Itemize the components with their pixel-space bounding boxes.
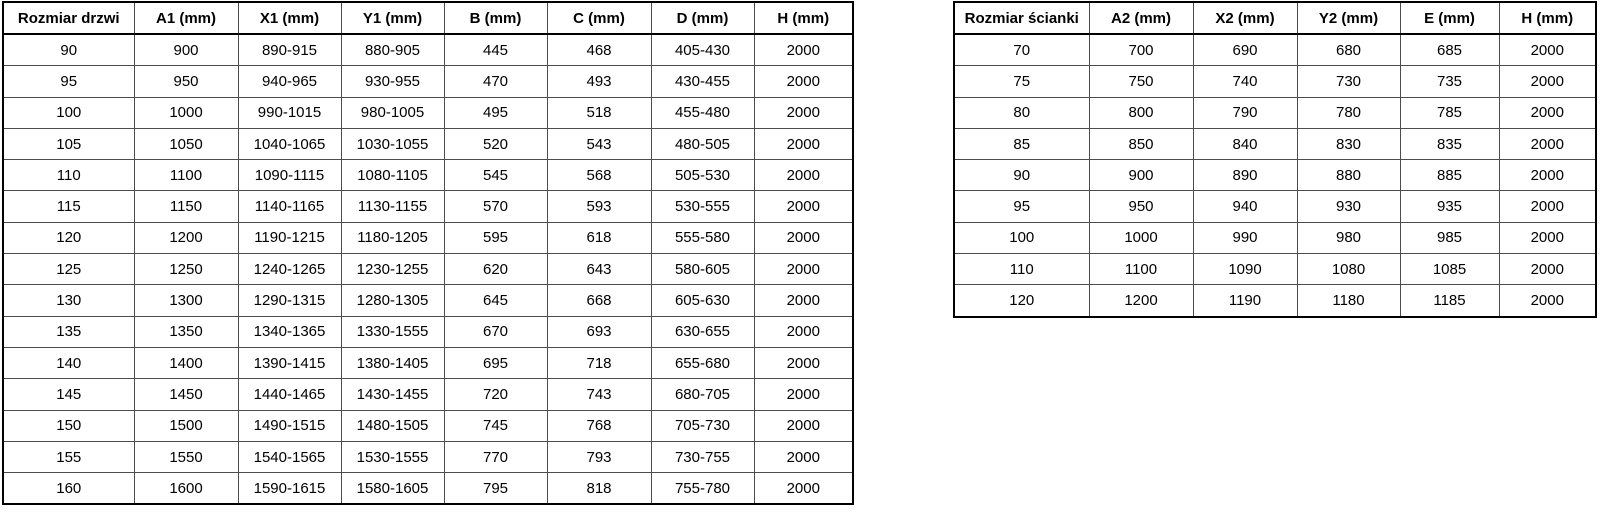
- table-cell: 985: [1400, 222, 1499, 253]
- table-cell: 2000: [1499, 285, 1596, 317]
- table-cell: 655-680: [651, 347, 754, 378]
- table-row: [3, 34, 853, 66]
- table-cell: 670: [444, 316, 547, 347]
- table-cell: 850: [1089, 128, 1193, 159]
- table-cell: 145: [3, 379, 134, 410]
- table-cell: 1200: [1089, 285, 1193, 317]
- table-cell: 2000: [754, 285, 853, 316]
- table-cell: 518: [547, 97, 651, 128]
- table-cell: 130: [3, 285, 134, 316]
- table-cell: 95: [954, 191, 1089, 222]
- table-cell: 110: [954, 254, 1089, 285]
- table-cell: 85: [954, 128, 1089, 159]
- table-cell: 1330-1555: [341, 316, 444, 347]
- table-cell: 2000: [754, 66, 853, 97]
- table-cell: 740: [1193, 66, 1297, 97]
- table-cell: 685: [1400, 34, 1499, 66]
- table-cell: 110: [3, 160, 134, 191]
- table-cell: 770: [444, 441, 547, 472]
- wall-sizes-table: [953, 1, 1597, 318]
- table-cell: 645: [444, 285, 547, 316]
- table-cell: 1180: [1297, 285, 1400, 317]
- table-cell: 1100: [1089, 254, 1193, 285]
- table-cell: 1250: [134, 254, 238, 285]
- table-cell: 155: [3, 441, 134, 472]
- table-row: [3, 347, 853, 378]
- table-cell: 105: [3, 128, 134, 159]
- table-cell: 605-630: [651, 285, 754, 316]
- table-cell: 1050: [134, 128, 238, 159]
- table-cell: 2000: [754, 191, 853, 222]
- table-cell: 768: [547, 410, 651, 441]
- table-cell: 880: [1297, 160, 1400, 191]
- table-cell: 2000: [1499, 191, 1596, 222]
- table-cell: 2000: [1499, 66, 1596, 97]
- table-cell: 160: [3, 473, 134, 505]
- table-cell: 940-965: [238, 66, 341, 97]
- table-cell: 1090-1115: [238, 160, 341, 191]
- table-cell: 1290-1315: [238, 285, 341, 316]
- table-cell: 100: [3, 97, 134, 128]
- table-row: [3, 285, 853, 316]
- column-header: H (mm): [1499, 2, 1596, 34]
- table-cell: 1190-1215: [238, 222, 341, 253]
- table-cell: 125: [3, 254, 134, 285]
- table-cell: 90: [954, 160, 1089, 191]
- header-row: [3, 2, 853, 34]
- table-row: [954, 34, 1596, 66]
- table-cell: 2000: [754, 441, 853, 472]
- table-cell: 2000: [754, 473, 853, 505]
- table-cell: 1080: [1297, 254, 1400, 285]
- table-row: [3, 473, 853, 505]
- table-cell: 495: [444, 97, 547, 128]
- table-cell: 135: [3, 316, 134, 347]
- table-cell: 840: [1193, 128, 1297, 159]
- column-header: A2 (mm): [1089, 2, 1193, 34]
- table-cell: 120: [954, 285, 1089, 317]
- table-cell: 1040-1065: [238, 128, 341, 159]
- table-cell: 1280-1305: [341, 285, 444, 316]
- table-row: [954, 285, 1596, 317]
- table-cell: 790: [1193, 97, 1297, 128]
- table-cell: 1085: [1400, 254, 1499, 285]
- table-cell: 735: [1400, 66, 1499, 97]
- table-cell: 95: [3, 66, 134, 97]
- table-cell: 593: [547, 191, 651, 222]
- table-cell: 618: [547, 222, 651, 253]
- table-cell: 1230-1255: [341, 254, 444, 285]
- table-cell: 990: [1193, 222, 1297, 253]
- table-cell: 530-555: [651, 191, 754, 222]
- column-header: H (mm): [754, 2, 853, 34]
- table-cell: 580-605: [651, 254, 754, 285]
- table-cell: 2000: [1499, 222, 1596, 253]
- table-cell: 730-755: [651, 441, 754, 472]
- table-cell: 700: [1089, 34, 1193, 66]
- table-row: [3, 379, 853, 410]
- table-cell: 2000: [754, 347, 853, 378]
- table-cell: 890-915: [238, 34, 341, 66]
- table-cell: 800: [1089, 97, 1193, 128]
- table-cell: 620: [444, 254, 547, 285]
- table-row: [3, 441, 853, 472]
- table-cell: 2000: [754, 379, 853, 410]
- table-cell: 950: [1089, 191, 1193, 222]
- table-cell: 750: [1089, 66, 1193, 97]
- table-cell: 150: [3, 410, 134, 441]
- table-cell: 1540-1565: [238, 441, 341, 472]
- table-cell: 75: [954, 66, 1089, 97]
- table-cell: 595: [444, 222, 547, 253]
- table-cell: 1000: [134, 97, 238, 128]
- table-cell: 405-430: [651, 34, 754, 66]
- column-header: Rozmiar ścianki: [954, 2, 1089, 34]
- table-row: [3, 222, 853, 253]
- table-cell: 2000: [754, 160, 853, 191]
- table-row: [954, 66, 1596, 97]
- table-cell: 543: [547, 128, 651, 159]
- table-row: [3, 128, 853, 159]
- table-cell: 445: [444, 34, 547, 66]
- column-header: E (mm): [1400, 2, 1499, 34]
- table-cell: 1550: [134, 441, 238, 472]
- table-cell: 2000: [1499, 128, 1596, 159]
- table-row: [954, 254, 1596, 285]
- table-cell: 890: [1193, 160, 1297, 191]
- table-cell: 2000: [754, 34, 853, 66]
- table-cell: 455-480: [651, 97, 754, 128]
- table-cell: 780: [1297, 97, 1400, 128]
- table-cell: 555-580: [651, 222, 754, 253]
- table-cell: 570: [444, 191, 547, 222]
- table-cell: 505-530: [651, 160, 754, 191]
- table-cell: 705-730: [651, 410, 754, 441]
- table-cell: 930: [1297, 191, 1400, 222]
- table-cell: 1530-1555: [341, 441, 444, 472]
- table-row: [3, 191, 853, 222]
- table-cell: 720: [444, 379, 547, 410]
- table-row: [3, 410, 853, 441]
- table-cell: 950: [134, 66, 238, 97]
- table-cell: 835: [1400, 128, 1499, 159]
- table-cell: 2000: [754, 410, 853, 441]
- table-row: [954, 160, 1596, 191]
- table-cell: 1100: [134, 160, 238, 191]
- table-cell: 1000: [1089, 222, 1193, 253]
- table-cell: 1150: [134, 191, 238, 222]
- table-cell: 793: [547, 441, 651, 472]
- table-cell: 2000: [754, 254, 853, 285]
- table-cell: 2000: [1499, 160, 1596, 191]
- table-cell: 1450: [134, 379, 238, 410]
- table-cell: 718: [547, 347, 651, 378]
- table-cell: 900: [1089, 160, 1193, 191]
- table-cell: 745: [444, 410, 547, 441]
- table-cell: 568: [547, 160, 651, 191]
- table-row: [3, 97, 853, 128]
- table-cell: 743: [547, 379, 651, 410]
- table-cell: 1200: [134, 222, 238, 253]
- table-cell: 100: [954, 222, 1089, 253]
- table-cell: 1030-1055: [341, 128, 444, 159]
- table-cell: 935: [1400, 191, 1499, 222]
- table-cell: 2000: [1499, 254, 1596, 285]
- table-cell: 430-455: [651, 66, 754, 97]
- table-cell: 2000: [754, 316, 853, 347]
- table-cell: 1490-1515: [238, 410, 341, 441]
- table-row: [3, 316, 853, 347]
- table-cell: 900: [134, 34, 238, 66]
- table-row: [3, 160, 853, 191]
- table-cell: 1350: [134, 316, 238, 347]
- table-cell: 80: [954, 97, 1089, 128]
- table-cell: 1440-1465: [238, 379, 341, 410]
- table-cell: 940: [1193, 191, 1297, 222]
- table-cell: 1130-1155: [341, 191, 444, 222]
- table-row: [954, 222, 1596, 253]
- table-cell: 1080-1105: [341, 160, 444, 191]
- table-cell: 2000: [754, 97, 853, 128]
- column-header: Y2 (mm): [1297, 2, 1400, 34]
- table-cell: 690: [1193, 34, 1297, 66]
- table-cell: 680-705: [651, 379, 754, 410]
- table-cell: 818: [547, 473, 651, 505]
- door-sizes-table: [2, 1, 854, 505]
- column-header: Rozmiar drzwi: [3, 2, 134, 34]
- table-cell: 1390-1415: [238, 347, 341, 378]
- header-row: [954, 2, 1596, 34]
- table-cell: 1580-1605: [341, 473, 444, 505]
- table-cell: 1380-1405: [341, 347, 444, 378]
- table-row: [3, 66, 853, 97]
- table-cell: 115: [3, 191, 134, 222]
- table-cell: 1185: [1400, 285, 1499, 317]
- table-row: [3, 254, 853, 285]
- table-cell: 120: [3, 222, 134, 253]
- table-row: [954, 191, 1596, 222]
- table-cell: 545: [444, 160, 547, 191]
- table-cell: 990-1015: [238, 97, 341, 128]
- table-cell: 470: [444, 66, 547, 97]
- table-cell: 680: [1297, 34, 1400, 66]
- table-cell: 830: [1297, 128, 1400, 159]
- table-cell: 643: [547, 254, 651, 285]
- table-cell: 1500: [134, 410, 238, 441]
- table-cell: 730: [1297, 66, 1400, 97]
- column-header: Y1 (mm): [341, 2, 444, 34]
- table-cell: 795: [444, 473, 547, 505]
- table-cell: 2000: [754, 222, 853, 253]
- column-header: X1 (mm): [238, 2, 341, 34]
- column-header: C (mm): [547, 2, 651, 34]
- table-cell: 1340-1365: [238, 316, 341, 347]
- table-row: [954, 128, 1596, 159]
- table-cell: 1480-1505: [341, 410, 444, 441]
- table-cell: 785: [1400, 97, 1499, 128]
- table-row: [954, 97, 1596, 128]
- column-header: B (mm): [444, 2, 547, 34]
- table-cell: 468: [547, 34, 651, 66]
- table-cell: 520: [444, 128, 547, 159]
- table-cell: 980-1005: [341, 97, 444, 128]
- table-cell: 480-505: [651, 128, 754, 159]
- column-header: D (mm): [651, 2, 754, 34]
- table-cell: 1240-1265: [238, 254, 341, 285]
- table-cell: 1180-1205: [341, 222, 444, 253]
- table-cell: 1430-1455: [341, 379, 444, 410]
- table-cell: 668: [547, 285, 651, 316]
- table-cell: 885: [1400, 160, 1499, 191]
- table-cell: 1190: [1193, 285, 1297, 317]
- table-cell: 1300: [134, 285, 238, 316]
- column-header: A1 (mm): [134, 2, 238, 34]
- table-cell: 695: [444, 347, 547, 378]
- table-cell: 2000: [1499, 34, 1596, 66]
- table-cell: 90: [3, 34, 134, 66]
- table-cell: 630-655: [651, 316, 754, 347]
- column-header: X2 (mm): [1193, 2, 1297, 34]
- table-cell: 693: [547, 316, 651, 347]
- table-cell: 1600: [134, 473, 238, 505]
- table-cell: 2000: [1499, 97, 1596, 128]
- table-cell: 755-780: [651, 473, 754, 505]
- table-cell: 1140-1165: [238, 191, 341, 222]
- table-cell: 1400: [134, 347, 238, 378]
- table-cell: 880-905: [341, 34, 444, 66]
- table-cell: 930-955: [341, 66, 444, 97]
- table-cell: 1590-1615: [238, 473, 341, 505]
- table-cell: 70: [954, 34, 1089, 66]
- table-cell: 140: [3, 347, 134, 378]
- table-cell: 493: [547, 66, 651, 97]
- table-cell: 2000: [754, 128, 853, 159]
- table-cell: 980: [1297, 222, 1400, 253]
- table-cell: 1090: [1193, 254, 1297, 285]
